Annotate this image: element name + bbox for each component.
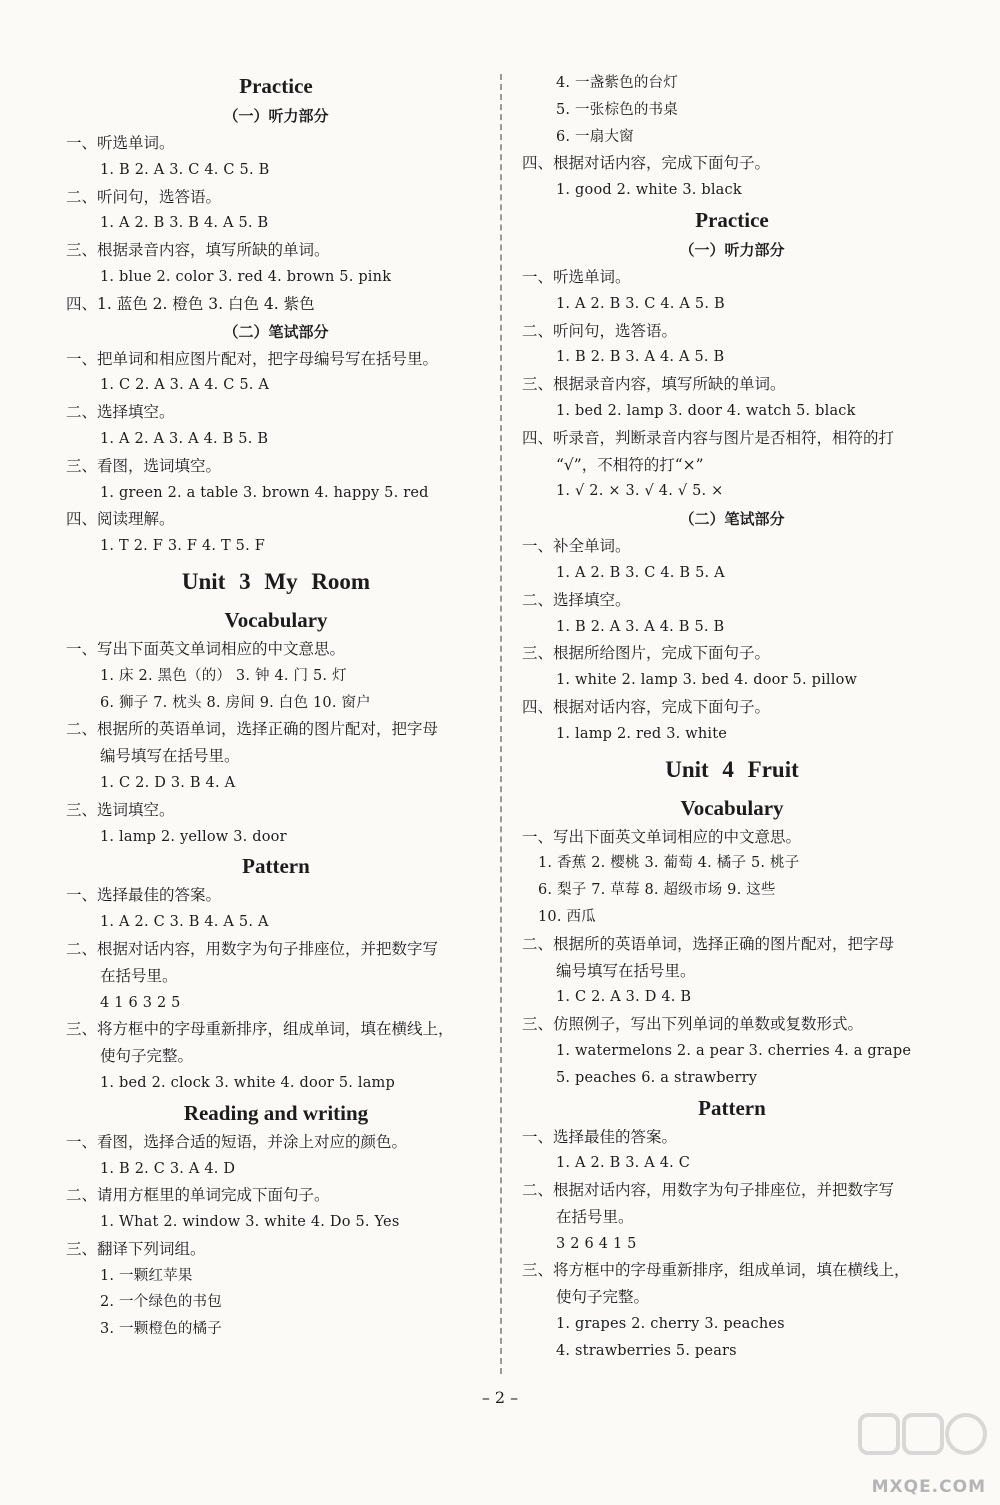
answer-line: 1. A 2. B 3. B 4. A 5. B: [100, 215, 269, 232]
question-line: 三、翻译下列词组。: [66, 1239, 206, 1258]
unit-heading: Unit 4 Fruit: [665, 756, 799, 782]
question-continuation: 使句子完整。: [556, 1288, 650, 1307]
question-line: 三、根据所给图片，完成下面句子。: [522, 644, 771, 663]
question-line: 二、选择填空。: [66, 403, 175, 422]
answer-line: 1. A 2. B 3. C 4. A 5. B: [556, 295, 725, 312]
answer-line: 1. bed 2. lamp 3. door 4. watch 5. black: [556, 402, 856, 419]
answer-line: 1. What 2. window 3. white 4. Do 5. Yes: [100, 1214, 400, 1231]
answer-line: 1. B 2. A 3. C 4. C 5. B: [100, 161, 270, 178]
answer-line: 3. 一颗橙色的橘子: [100, 1321, 222, 1338]
answer-line: 1. T 2. F 3. F 4. T 5. F: [100, 538, 265, 555]
answer-line: 1. B 2. A 3. A 4. B 5. B: [556, 618, 725, 635]
answer-line: 1. grapes 2. cherry 3. peaches: [556, 1316, 785, 1333]
question-line: 一、写出下面英文单词相应的中文意思。: [522, 827, 802, 846]
page-number: – 2 –: [481, 1388, 519, 1407]
answer-line: 5. peaches 6. a strawberry: [556, 1069, 758, 1086]
answer-line: 1. 一颗红苹果: [100, 1267, 193, 1284]
question-line: 二、请用方框里的单词完成下面句子。: [66, 1186, 330, 1205]
section-title: Pattern: [242, 854, 310, 879]
answer-line: 1. 床 2. 黑色（的） 3. 钟 4. 门 5. 灯: [100, 667, 347, 684]
answer-line: 1. A 2. A 3. A 4. B 5. B: [100, 430, 269, 447]
left-column: [66, 70, 486, 1343]
answer-line: 2. 一个绿色的书包: [100, 1294, 222, 1311]
section-title: Vocabulary: [224, 607, 328, 632]
answer-line: 1. blue 2. color 3. red 4. brown 5. pink: [100, 268, 392, 285]
answer-line: 4. strawberries 5. pears: [556, 1342, 737, 1359]
answer-line: 1. C 2. D 3. B 4. A: [100, 774, 236, 791]
question-continuation: 编号填写在括号里。: [556, 961, 696, 980]
question-continuation: 使句子完整。: [100, 1047, 194, 1066]
answer-line: 1. white 2. lamp 3. bed 4. door 5. pillow: [556, 672, 858, 689]
question-line: 三、仿照例子，写出下列单词的单数或复数形式。: [522, 1015, 864, 1034]
answer-line: 1. watermelons 2. a pear 3. cherries 4. a grape: [556, 1042, 912, 1059]
question-continuation: 在括号里。: [556, 1207, 634, 1226]
question-line: 一、选择最佳的答案。: [522, 1127, 678, 1146]
column-divider: [500, 74, 502, 1374]
question-line: 三、看图，选词填空。: [66, 456, 222, 475]
question-line: 一、补全单词。: [522, 537, 631, 556]
answer-line: 3 2 6 4 1 5: [556, 1235, 637, 1252]
answer-line: 1. bed 2. clock 3. white 4. door 5. lamp: [100, 1074, 395, 1091]
answer-line: 4 1 6 3 2 5: [100, 994, 181, 1011]
question-continuation: 在括号里。: [100, 966, 178, 985]
answer-line: 1. A 2. C 3. B 4. A 5. A: [100, 914, 269, 931]
question-line: 一、写出下面英文单词相应的中文意思。: [66, 639, 346, 658]
section-title: Vocabulary: [680, 795, 784, 820]
answer-line: 5. 一张棕色的书桌: [556, 101, 678, 118]
answer-line: 6. 梨子 7. 草莓 8. 超级市场 9. 这些: [538, 882, 776, 899]
answer-line: 4. 一盏紫色的台灯: [556, 75, 678, 91]
answer-line: 1. good 2. white 3. black: [556, 182, 742, 199]
section-title: Practice: [239, 74, 313, 98]
question-continuation: 编号填写在括号里。: [100, 747, 240, 766]
question-line: 四、听录音，判断录音内容与图片是否相符，相符的打: [522, 428, 895, 447]
question-line: 三、将方框中的字母重新排序，组成单词，填在横线上，: [66, 1020, 454, 1039]
answer-line: 1. green 2. a table 3. brown 4. happy 5. red: [100, 484, 429, 501]
question-line: 二、听问句，选答语。: [522, 321, 678, 340]
answer-line: 1. A 2. B 3. C 4. B 5. A: [556, 564, 725, 581]
section-subtitle: （一）听力部分: [223, 107, 329, 125]
question-line: 一、选择最佳的答案。: [66, 886, 222, 905]
watermark-text: MXQE.COM: [871, 1477, 986, 1497]
answer-line: 1. C 2. A 3. A 4. C 5. A: [100, 377, 270, 394]
answer-line: 1. 香蕉 2. 樱桃 3. 葡萄 4. 橘子 5. 桃子: [538, 855, 800, 872]
question-line: 一、把单词和相应图片配对，把字母编号写在括号里。: [66, 349, 439, 368]
answer-line: 1. B 2. C 3. A 4. D: [100, 1160, 236, 1177]
question-line: 二、根据对话内容，用数字为句子排座位，并把数字写: [66, 939, 439, 958]
answer-line: 1. lamp 2. yellow 3. door: [100, 828, 287, 845]
question-line: 二、听问句，选答语。: [66, 187, 222, 206]
question-line: 一、听选单词。: [522, 267, 631, 286]
answer-line: 6. 狮子 7. 枕头 8. 房间 9. 白色 10. 窗户: [100, 694, 371, 711]
section-subtitle: （一）听力部分: [679, 240, 785, 259]
question-line: 二、根据所的英语单词，选择正确的图片配对，把字母: [522, 934, 895, 953]
question-line: 四、阅读理解。: [66, 510, 175, 529]
question-line: 四、1. 蓝色 2. 橙色 3. 白色 4. 紫色: [66, 294, 315, 313]
unit-heading: Unit 3 My Room: [181, 568, 371, 594]
section-subtitle: （二）笔试部分: [223, 322, 329, 341]
answer-line: 1. √ 2. × 3. √ 4. √ 5. ×: [556, 483, 724, 500]
section-title: Pattern: [698, 1095, 766, 1120]
question-continuation: “√”，不相符的打“×”: [556, 455, 704, 474]
question-line: 三、选词填空。: [66, 800, 175, 819]
answer-line: 1. lamp 2. red 3. white: [556, 725, 728, 742]
answer-line: 1. A 2. B 3. A 4. C: [556, 1155, 691, 1172]
question-line: 二、根据对话内容，用数字为句子排座位，并把数字写: [522, 1181, 895, 1200]
question-line: 二、根据所的英语单词，选择正确的图片配对，把字母: [66, 720, 439, 739]
section-title: Practice: [695, 207, 769, 232]
question-line: 三、根据录音内容，填写所缺的单词。: [522, 375, 786, 394]
question-line: 三、根据录音内容，填写所缺的单词。: [66, 241, 330, 260]
question-line: 一、看图，选择合适的短语，并涂上对应的颜色。: [66, 1132, 408, 1151]
question-line: 三、将方框中的字母重新排序，组成单词，填在横线上，: [522, 1261, 910, 1280]
right-column: [522, 70, 942, 1365]
answer-line: 1. B 2. B 3. A 4. A 5. B: [556, 349, 725, 366]
answer-line: 6. 一扇大窗: [556, 128, 634, 145]
answer-line: 1. C 2. A 3. D 4. B: [556, 989, 692, 1006]
question-line: 四、根据对话内容，完成下面句子。: [522, 697, 771, 716]
section-subtitle: （二）笔试部分: [679, 510, 785, 529]
question-line: 二、选择填空。: [522, 590, 631, 609]
section-title: Reading and writing: [183, 1100, 369, 1125]
question-line: 四、根据对话内容，完成下面句子。: [522, 154, 771, 173]
question-line: 一、听选单词。: [66, 134, 175, 152]
answer-line: 10. 西瓜: [538, 908, 596, 925]
